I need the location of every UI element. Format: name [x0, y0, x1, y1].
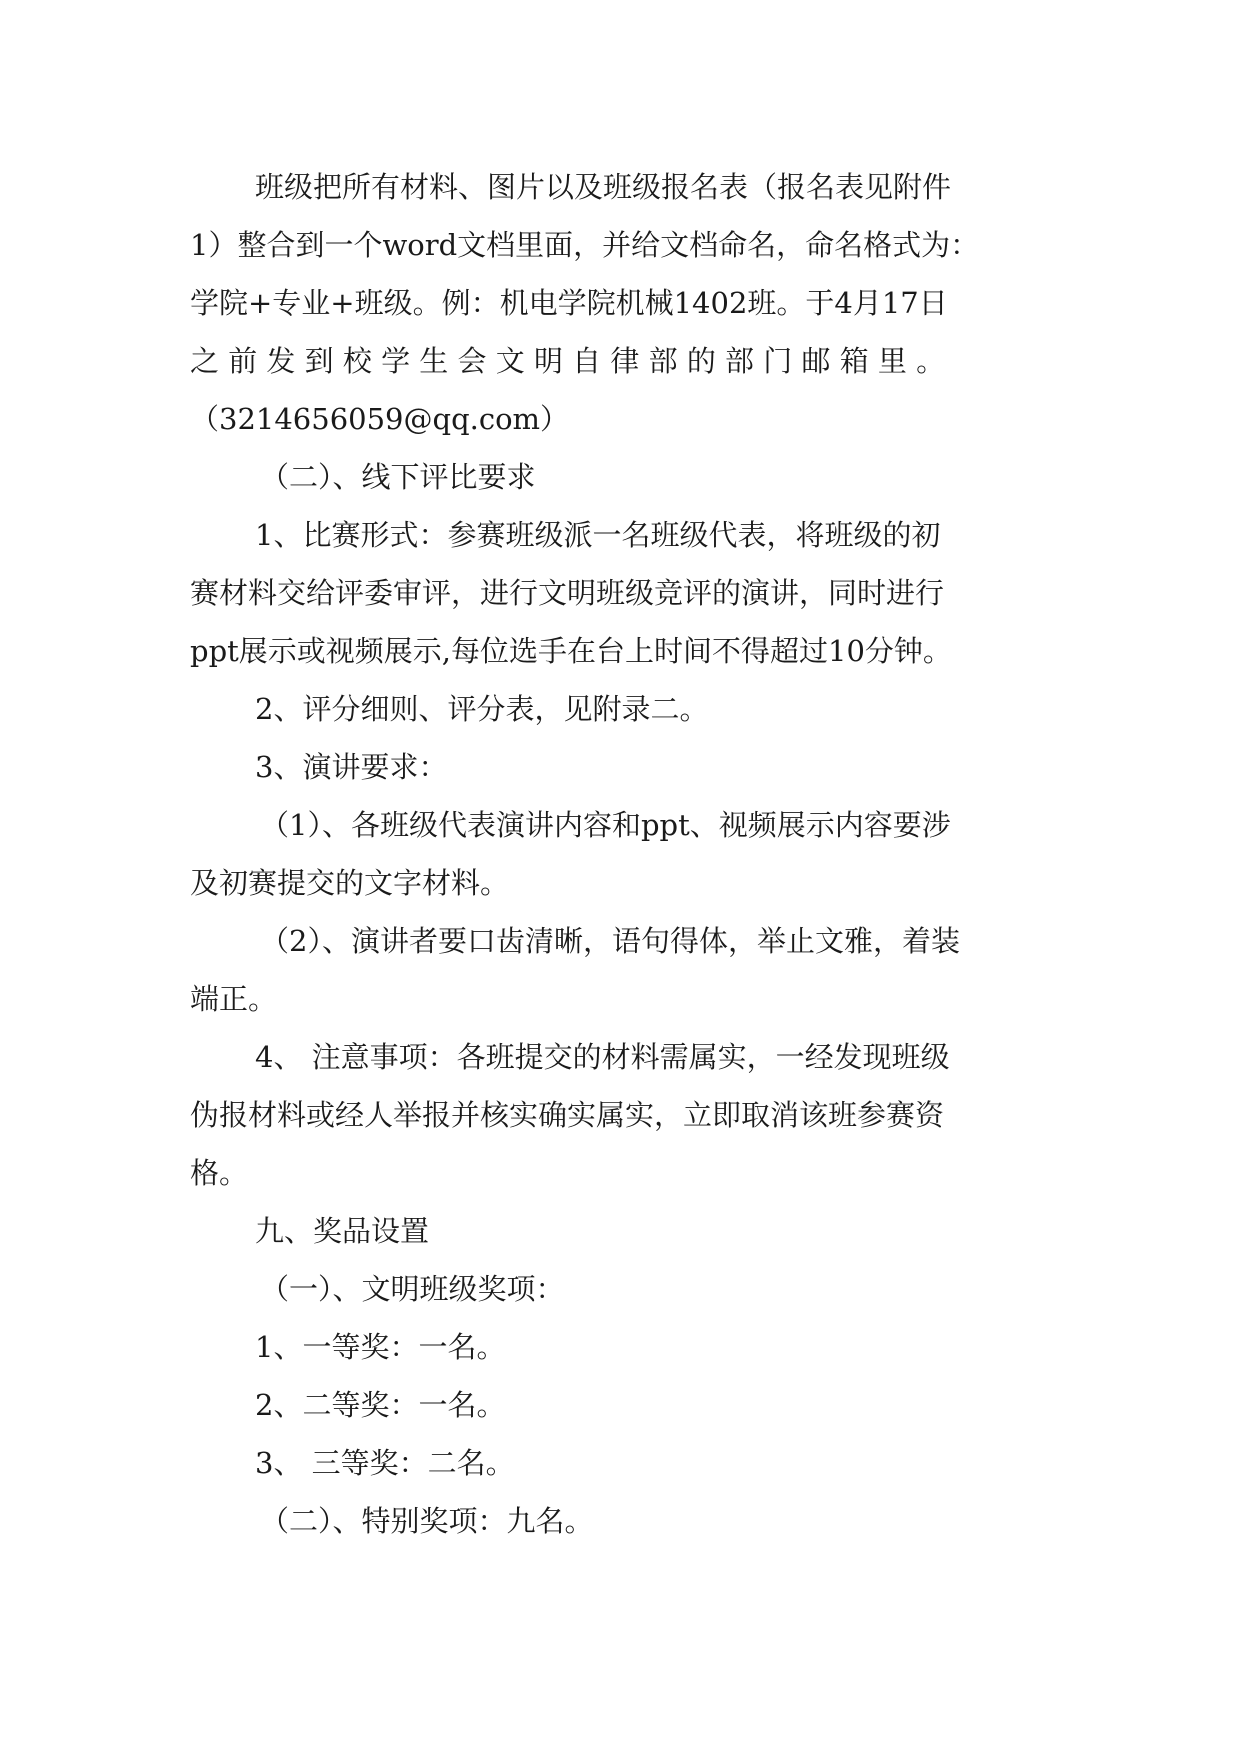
paragraph-line: ppt展示或视频展示,每位选手在台上时间不得超过10分钟。 [190, 634, 952, 668]
paragraph-line: （1）、各班级代表演讲内容和ppt、视频展示内容要涉 [260, 808, 951, 842]
paragraph-line: 格。 [190, 1156, 249, 1190]
section-heading: （二）、线下评比要求 [260, 460, 536, 494]
paragraph-line: 之 前 发 到 校 学 生 会 文 明 自 律 部 的 部 门 邮 箱 里 。 [190, 344, 946, 378]
paragraph-line: 端正。 [190, 982, 278, 1016]
email-address: （3214656059@qq.com） [190, 402, 570, 436]
paragraph-line: 伪报材料或经人举报并核实确实属实，立即取消该班参赛资 [190, 1098, 945, 1132]
section-heading: 九、奖品设置 [255, 1214, 430, 1248]
list-item: 2、二等奖：一名。 [255, 1388, 506, 1422]
paragraph-line: 学院+专业+班级。例：机电学院机械1402班。于4月17日 [190, 286, 948, 320]
subsection-heading: （二）、特别奖项：九名。 [260, 1504, 594, 1538]
paragraph-line: 赛材料交给评委审评，进行文明班级竞评的演讲，同时进行 [190, 576, 945, 610]
paragraph-line: 及初赛提交的文字材料。 [190, 866, 510, 900]
list-item: 1、一等奖：一名。 [255, 1330, 506, 1364]
list-item: 3、 三等奖：二名。 [255, 1446, 515, 1480]
document-body [190, 158, 1065, 1550]
paragraph-line: 4、 注意事项：各班提交的材料需属实，一经发现班级 [255, 1040, 950, 1074]
paragraph-line: 2、评分细则、评分表，见附录二。 [255, 692, 709, 726]
paragraph-line: 1）整合到一个word文档里面，并给文档命名，命名格式为： [190, 228, 980, 262]
paragraph-line: （2）、演讲者要口齿清晰，语句得体，举止文雅，着装 [260, 924, 960, 958]
paragraph-line: 1、比赛形式：参赛班级派一名班级代表，将班级的初 [255, 518, 941, 552]
paragraph-line: 3、演讲要求： [255, 750, 448, 784]
subsection-heading: （一）、文明班级奖项： [260, 1272, 565, 1306]
paragraph-line: 班级把所有材料、图片以及班级报名表（报名表见附件 [255, 170, 952, 204]
